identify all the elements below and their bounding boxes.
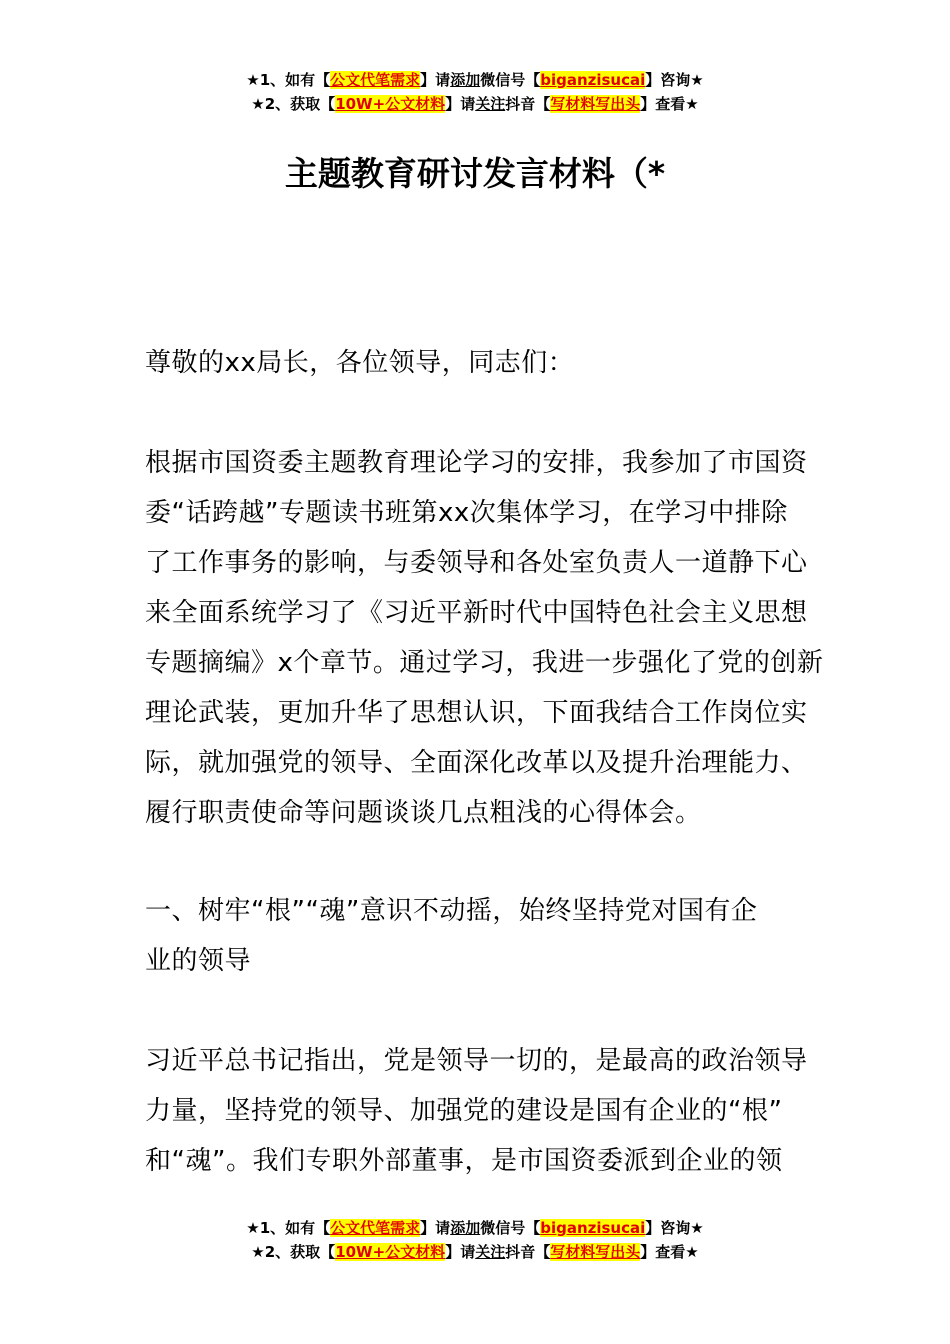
promo-line-1: [0, 1216, 950, 1240]
promo-text: 微信号【: [480, 71, 541, 89]
greeting: [145, 338, 810, 388]
promo-text: ★2、获取【: [251, 1243, 336, 1261]
promo-line-1: [0, 68, 950, 92]
paragraph-line: 专题摘编》x个章节。通过学习，我进一步强化了党的创新: [145, 648, 824, 678]
promo-text: 微信号【: [480, 1219, 541, 1237]
paragraph-line: 根据市国资委主题教育理论学习的安排，我参加了市国资: [145, 448, 808, 478]
promo-text: 】请: [445, 1243, 476, 1261]
promo-text: 】咨询★: [645, 71, 704, 89]
paragraph-intro: [145, 438, 824, 838]
promo-text: 】查看★: [640, 1243, 699, 1261]
paragraph-line: 来全面系统学习了《习近平新时代中国特色社会主义思想: [145, 598, 808, 628]
promo-highlight-materials: 10W+公文材料: [335, 95, 446, 113]
paragraph-line: 际，就加强党的领导、全面深化改革以及提升治理能力、: [145, 748, 808, 778]
promo-highlight-douyin: 写材料写出头: [550, 1243, 641, 1261]
heading-line: 业的领导: [145, 946, 252, 976]
promo-highlight-materials: 10W+公文材料: [335, 1243, 446, 1261]
promo-text: 抖音【: [505, 1243, 551, 1261]
promo-underline-follow: 关注: [475, 1243, 506, 1261]
paragraph-line: 理论武装，更加升华了思想认识，下面我结合工作岗位实: [145, 698, 808, 728]
paragraph-line: 履行职责使命等问题谈谈几点粗浅的心得体会。: [145, 798, 702, 828]
promo-line-2: [0, 1240, 950, 1264]
promo-text: ★1、如有【: [246, 1219, 331, 1237]
promo-text: 】请: [445, 95, 476, 113]
paragraph-section-1: [145, 1036, 810, 1186]
paragraph-line: 了工作事务的影响，与委领导和各处室负责人一道静下心: [145, 548, 808, 578]
promo-highlight-douyin: 写材料写出头: [550, 95, 641, 113]
promo-underline-follow: 关注: [475, 95, 506, 113]
promo-highlight-service: 公文代笔需求: [330, 1219, 421, 1237]
promo-highlight-service: 公文代笔需求: [330, 71, 421, 89]
promo-line-2: [0, 92, 950, 116]
promo-underline-add: 添加: [450, 1219, 481, 1237]
promo-text: 抖音【: [505, 95, 551, 113]
section-heading-1: [145, 886, 810, 986]
document-title: 主题教育研讨发言材料（*: [284, 154, 666, 193]
promo-underline-add: 添加: [450, 71, 481, 89]
promo-text: 】咨询★: [645, 1219, 704, 1237]
greeting-line: 尊敬的xx局长，各位领导，同志们：: [145, 348, 575, 378]
promo-text: ★2、获取【: [251, 95, 336, 113]
paragraph-line: 习近平总书记指出，党是领导一切的，是最高的政治领导: [145, 1046, 808, 1076]
paragraph-line: 力量，坚持党的领导、加强党的建设是国有企业的“根”: [145, 1096, 783, 1126]
footer-promo-banner: [0, 1216, 950, 1264]
heading-line: 一、树牢“根”“魂”意识不动摇，始终坚持党对国有企: [145, 896, 758, 926]
promo-text: ★1、如有【: [246, 71, 331, 89]
promo-highlight-wechat-id: biganzisucai: [540, 71, 646, 89]
paragraph-line: 委“话跨越”专题读书班第xx次集体学习，在学习中排除: [145, 498, 788, 528]
promo-text: 】请: [420, 71, 451, 89]
promo-text: 】请: [420, 1219, 451, 1237]
promo-highlight-wechat-id: biganzisucai: [540, 1219, 646, 1237]
promo-text: 】查看★: [640, 95, 699, 113]
paragraph-line: 和“魂”。我们专职外部董事，是市国资委派到企业的领: [145, 1146, 783, 1176]
header-promo-banner: [0, 68, 950, 116]
